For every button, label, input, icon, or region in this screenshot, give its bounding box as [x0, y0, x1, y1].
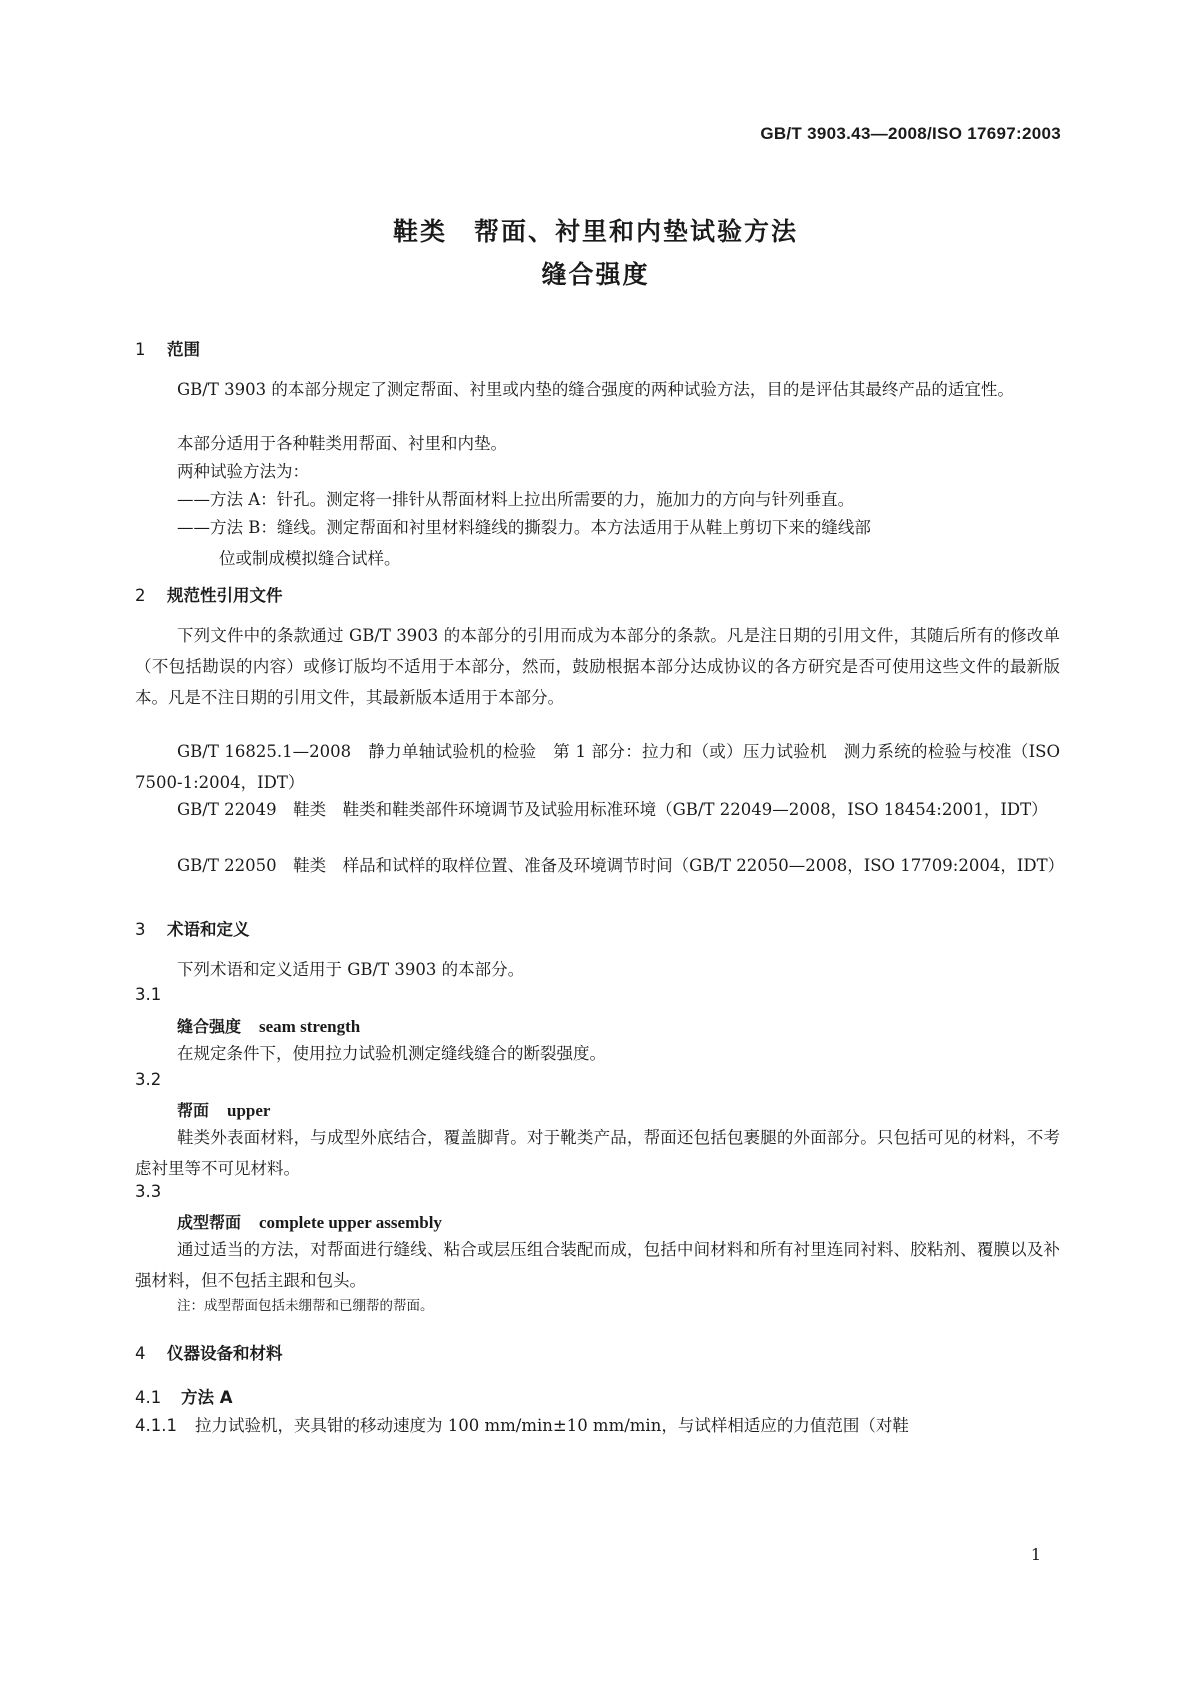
clause-text: 拉力试验机，夹具钳的移动速度为 100 mm/min±10 mm/min，与试样相适应的力值范围（对鞋: [194, 1416, 909, 1435]
paragraph: 本部分适用于各种鞋类用帮面、衬里和内垫。: [177, 434, 507, 453]
paragraph: GB/T 3903 的本部分规定了测定帮面、衬里或内垫的缝合强度的两种试验方法，目的是评估其最终产品的适宜性。: [177, 380, 1014, 399]
paragraph: 下列术语和定义适用于 GB/T 3903 的本部分。: [177, 960, 525, 979]
page-number: 1: [1030, 1545, 1041, 1564]
document-subtitle: 缝合强度: [541, 260, 650, 289]
term-en: complete upper assembly: [259, 1213, 442, 1232]
term-definition: 鞋类外表面材料，与成型外底结合，覆盖脚背。对于靴类产品，帮面还包括包裹腿的外面部分。只包括可见的材料，不考虑衬里等不可见材料。: [135, 1128, 1060, 1178]
standard-code: GB/T 3903.43—2008/ISO 17697:2003: [760, 124, 1061, 143]
subsection-title: 方法 A: [181, 1388, 233, 1407]
term-zh: 成型帮面: [177, 1213, 242, 1232]
section-number: 2: [135, 586, 146, 605]
term-en: upper: [227, 1101, 271, 1120]
section-number: 1: [135, 340, 146, 359]
term-heading: [177, 1210, 442, 1233]
section-title: 术语和定义: [167, 920, 250, 939]
term-number: 3.2: [135, 1070, 162, 1089]
term-definition: 通过适当的方法，对帮面进行缝线、粘合或层压组合装配而成，包括中间材料和所有衬里连同衬料、胶粘剂、覆膜以及补强材料，但不包括主跟和包头。: [135, 1240, 1060, 1290]
section-2-heading: [135, 582, 283, 606]
section-1-heading: [135, 336, 200, 360]
term-heading: [177, 1098, 270, 1121]
section-title: 仪器设备和材料: [167, 1344, 283, 1363]
paragraph: 两种试验方法为：: [177, 462, 309, 481]
term-number: 3.1: [135, 985, 162, 1004]
method-b-item: [135, 512, 1060, 574]
note: 注：成型帮面包括未绷帮和已绷帮的帮面。: [177, 1298, 434, 1314]
term-heading: [177, 1014, 360, 1037]
term-definition: 在规定条件下，使用拉力试验机测定缝线缝合的断裂强度。: [177, 1044, 606, 1063]
section-4-heading: [135, 1340, 283, 1364]
section-title: 范围: [167, 340, 200, 359]
section-title: 规范性引用文件: [167, 586, 283, 605]
term-zh: 缝合强度: [177, 1017, 242, 1036]
term-number: 3.3: [135, 1182, 162, 1201]
term-zh: 帮面: [177, 1101, 210, 1120]
term-en: seam strength: [259, 1017, 361, 1036]
section-3-heading: [135, 916, 250, 940]
reference-item: GB/T 22050 鞋类 样品和试样的取样位置、准备及环境调节时间（GB/T 22050—2008，ISO 17709:2004，IDT）: [177, 856, 1065, 875]
document-title: 鞋类 帮面、衬里和内垫试验方法: [392, 217, 798, 246]
paragraph: 下列文件中的条款通过 GB/T 3903 的本部分的引用而成为本部分的条款。凡是注日期的引用文件，其随后所有的修改单（不包括勘误的内容）或修订版均不适用于本部分，然而，鼓励根据本部分达成协议的各方研究是否可使用这些文件的最新版本。凡是不注日期的引用文件，其最新版本适用于本部分。: [135, 626, 1060, 707]
method-b-line2: 位或制成模拟缝合试样。: [219, 549, 401, 568]
section-number: 4: [135, 1344, 146, 1363]
clause-number: 4.1.1: [135, 1416, 177, 1435]
clause: [135, 1412, 1060, 1436]
subsection-number: 4.1: [135, 1388, 162, 1407]
section-number: 3: [135, 920, 146, 939]
method-b-line1: ——方法 B：缝线。测定帮面和衬里材料缝线的撕裂力。本方法适用于从鞋上剪切下来的缝线部: [177, 518, 871, 537]
subsection-heading: [135, 1384, 233, 1408]
reference-item: GB/T 22049 鞋类 鞋类和鞋类部件环境调节及试验用标准环境（GB/T 22049—2008，ISO 18454:2001，IDT）: [177, 800, 1048, 819]
reference-item: GB/T 16825.1—2008 静力单轴试验机的检验 第 1 部分：拉力和（或）压力试验机 测力系统的检验与校准（ISO 7500-1:2004，IDT）: [135, 742, 1060, 792]
method-a-item: ——方法 A：针孔。测定将一排针从帮面材料上拉出所需要的力，施加力的方向与针列垂直。: [177, 490, 855, 509]
